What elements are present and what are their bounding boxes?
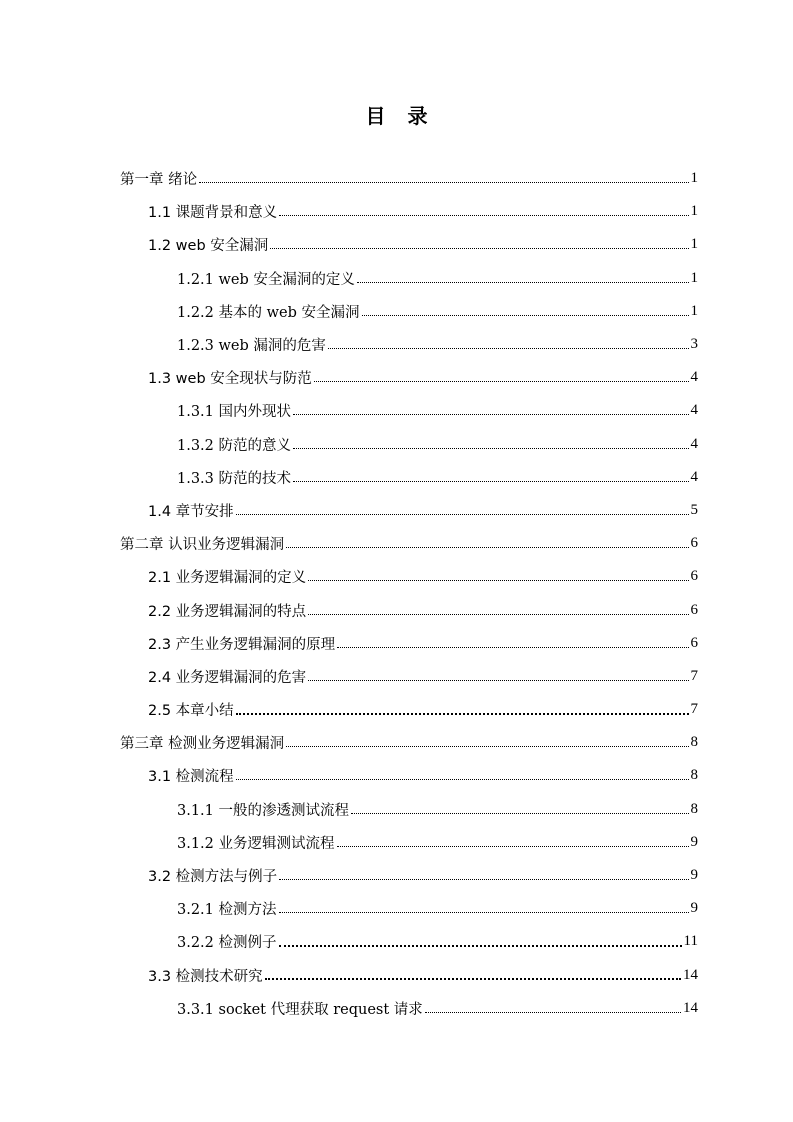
toc-entry[interactable] xyxy=(120,560,698,593)
toc-title-right: 录 xyxy=(407,104,428,128)
toc-entry-page-number: 9 xyxy=(690,900,698,917)
toc-entry-page-number: 7 xyxy=(690,667,698,684)
toc-entry-label: 1.2.3 web 漏洞的危害 xyxy=(177,338,326,355)
toc-entry-page-number: 9 xyxy=(690,833,698,850)
toc-entry[interactable] xyxy=(120,693,698,726)
toc-entry[interactable] xyxy=(120,859,698,892)
toc-entry[interactable] xyxy=(120,959,698,992)
toc-entry-label: 3.1.2 业务逻辑测试流程 xyxy=(177,835,335,852)
toc-entry[interactable] xyxy=(120,494,698,527)
toc-entry-label: 1.2 web 安全漏洞 xyxy=(148,238,269,255)
dot-leader xyxy=(279,945,682,947)
toc-entry-label: 1.3.1 国内外现状 xyxy=(177,404,292,421)
toc-entry-label: 1.3.3 防范的技术 xyxy=(177,470,292,487)
toc-entry-label: 2.1 业务逻辑漏洞的定义 xyxy=(148,570,307,587)
toc-entry[interactable] xyxy=(120,527,698,560)
toc-entry[interactable] xyxy=(120,826,698,859)
toc-entry-label: 3.2 检测方法与例子 xyxy=(148,869,278,886)
toc-entry-page-number: 6 xyxy=(690,601,698,618)
toc-entry-page-number: 1 xyxy=(690,203,698,220)
dot-leader xyxy=(328,348,689,349)
dot-leader xyxy=(314,381,689,382)
dot-leader xyxy=(425,1012,681,1013)
toc-entry-page-number: 14 xyxy=(683,999,698,1016)
toc-entry-page-number: 3 xyxy=(690,336,698,353)
toc-entry-label: 1.2.2 基本的 web 安全漏洞 xyxy=(177,304,360,321)
toc-entry-page-number: 4 xyxy=(690,369,698,386)
toc-entry-label: 2.5 本章小结 xyxy=(148,703,234,720)
toc-title xyxy=(0,100,793,129)
toc-entry[interactable] xyxy=(120,361,698,394)
toc-entry[interactable] xyxy=(120,660,698,693)
toc-entry[interactable] xyxy=(120,428,698,461)
dot-leader xyxy=(308,580,688,581)
toc-entry[interactable] xyxy=(120,195,698,228)
dot-leader xyxy=(286,746,688,747)
dot-leader xyxy=(265,978,681,980)
toc-entry-page-number: 4 xyxy=(690,468,698,485)
dot-leader xyxy=(236,779,689,780)
toc-entry-page-number: 4 xyxy=(690,402,698,419)
toc-entry[interactable] xyxy=(120,162,698,195)
toc-entry[interactable] xyxy=(120,262,698,295)
toc-entry-label: 3.2.2 检测例子 xyxy=(177,935,277,952)
toc-entry-label: 第一章 绪论 xyxy=(120,172,198,189)
toc-entry[interactable] xyxy=(120,992,698,1025)
toc-entry-page-number: 1 xyxy=(690,236,698,253)
toc-entry-label: 第二章 认识业务逻辑漏洞 xyxy=(120,537,285,554)
toc-entry-page-number: 4 xyxy=(690,435,698,452)
toc-entry[interactable] xyxy=(120,726,698,759)
dot-leader xyxy=(279,912,689,913)
dot-leader xyxy=(270,248,688,249)
toc-entry-label: 3.3 检测技术研究 xyxy=(148,968,263,985)
toc-entry-label: 1.4 章节安排 xyxy=(148,503,234,520)
toc-entry[interactable] xyxy=(120,793,698,826)
dot-leader xyxy=(308,680,688,681)
toc-entry[interactable] xyxy=(120,295,698,328)
toc-entry[interactable] xyxy=(120,328,698,361)
dot-leader xyxy=(236,713,689,715)
dot-leader xyxy=(279,879,688,880)
toc-entry[interactable] xyxy=(120,394,698,427)
toc-entry-page-number: 8 xyxy=(690,800,698,817)
toc-entry-label: 2.3 产生业务逻辑漏洞的原理 xyxy=(148,636,336,653)
toc-entry-label: 1.3.2 防范的意义 xyxy=(177,437,292,454)
dot-leader xyxy=(286,547,688,548)
toc-entry-page-number: 8 xyxy=(690,767,698,784)
toc-title-left: 目 xyxy=(365,104,386,128)
dot-leader xyxy=(279,215,688,216)
toc-entry-page-number: 6 xyxy=(690,535,698,552)
toc-entry-page-number: 1 xyxy=(690,269,698,286)
dot-leader xyxy=(351,813,688,814)
toc-entry[interactable] xyxy=(120,627,698,660)
toc-entry-page-number: 14 xyxy=(683,966,698,983)
toc-entry-label: 3.1.1 一般的渗透测试流程 xyxy=(177,802,350,819)
toc-entry-label: 1.1 课题背景和意义 xyxy=(148,205,278,222)
table-of-contents xyxy=(120,162,698,1025)
dot-leader xyxy=(199,182,688,183)
dot-leader xyxy=(293,448,688,449)
dot-leader xyxy=(337,647,688,648)
toc-entry-label: 3.3.1 socket 代理获取 request 请求 xyxy=(177,1001,423,1018)
toc-entry[interactable] xyxy=(120,759,698,792)
toc-entry-label: 第三章 检测业务逻辑漏洞 xyxy=(120,736,285,753)
toc-entry-page-number: 1 xyxy=(690,170,698,187)
dot-leader xyxy=(236,514,689,515)
toc-entry-page-number: 5 xyxy=(690,501,698,518)
toc-entry[interactable] xyxy=(120,461,698,494)
toc-entry-page-number: 8 xyxy=(690,734,698,751)
toc-entry-page-number: 6 xyxy=(690,634,698,651)
toc-entry[interactable] xyxy=(120,892,698,925)
toc-entry-page-number: 9 xyxy=(690,867,698,884)
dot-leader xyxy=(293,414,688,415)
toc-entry-page-number: 1 xyxy=(690,302,698,319)
toc-entry-label: 3.1 检测流程 xyxy=(148,769,234,786)
toc-entry-label: 2.2 业务逻辑漏洞的特点 xyxy=(148,603,307,620)
toc-entry[interactable] xyxy=(120,228,698,261)
toc-entry-label: 1.3 web 安全现状与防范 xyxy=(148,371,312,388)
toc-entry[interactable] xyxy=(120,593,698,626)
toc-entry-page-number: 11 xyxy=(683,933,698,950)
dot-leader xyxy=(293,481,688,482)
dot-leader xyxy=(362,315,689,316)
toc-entry-label: 1.2.1 web 安全漏洞的定义 xyxy=(177,271,355,288)
toc-entry-label: 3.2.1 检测方法 xyxy=(177,902,277,919)
dot-leader xyxy=(357,282,689,283)
dot-leader xyxy=(337,846,689,847)
toc-entry-label: 2.4 业务逻辑漏洞的危害 xyxy=(148,669,307,686)
dot-leader xyxy=(308,614,688,615)
toc-entry-page-number: 6 xyxy=(690,568,698,585)
toc-entry-page-number: 7 xyxy=(690,701,698,718)
toc-entry[interactable] xyxy=(120,925,698,958)
